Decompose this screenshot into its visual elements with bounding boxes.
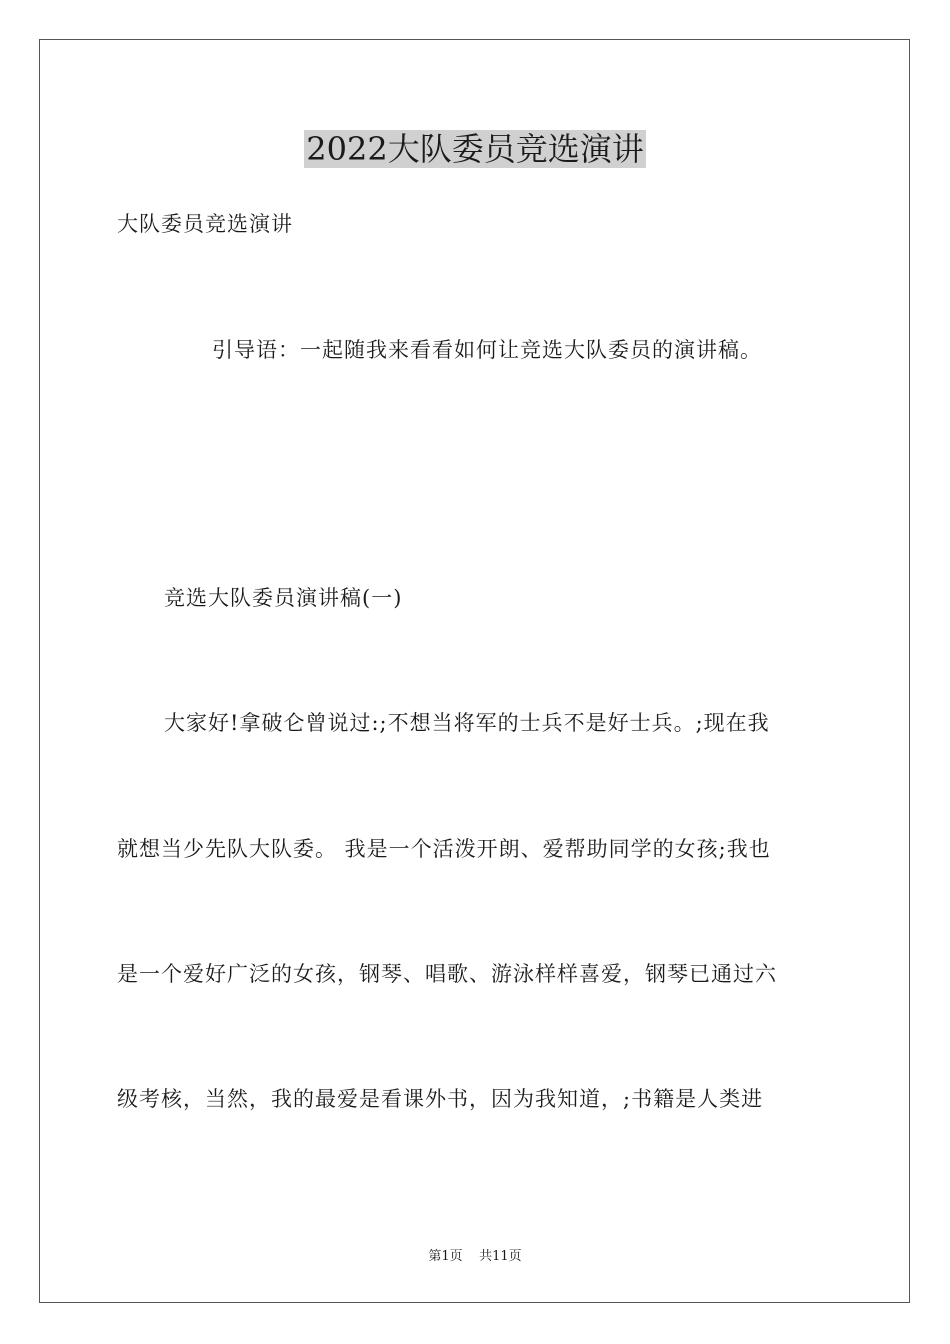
page-total: 共11页: [479, 1249, 522, 1264]
document-subtitle: 大队委员竞选演讲: [117, 212, 293, 236]
page-footer: [0, 1248, 950, 1266]
body-line: 级考核，当然，我的最爱是看课外书，因为我知道，;书籍是人类进: [117, 1087, 764, 1111]
intro-paragraph: 引导语：一起随我来看看如何让竞选大队委员的演讲稿。: [212, 338, 762, 362]
body-line: 就想当少先队大队委。 我是一个活泼开朗、爱帮助同学的女孩;我也: [117, 837, 771, 861]
document-title-text: 2022大队委员竞选演讲: [306, 130, 644, 168]
page-number: 第1页: [428, 1249, 463, 1264]
body-line: 是一个爱好广泛的女孩，钢琴、唱歌、游泳样样喜爱，钢琴已通过六: [117, 962, 777, 986]
section-heading: 竞选大队委员演讲稿(一): [164, 586, 403, 610]
document-title: [0, 128, 950, 170]
body-line: 大家好!拿破仑曾说过:;不想当将军的士兵不是好士兵。;现在我: [164, 711, 770, 735]
